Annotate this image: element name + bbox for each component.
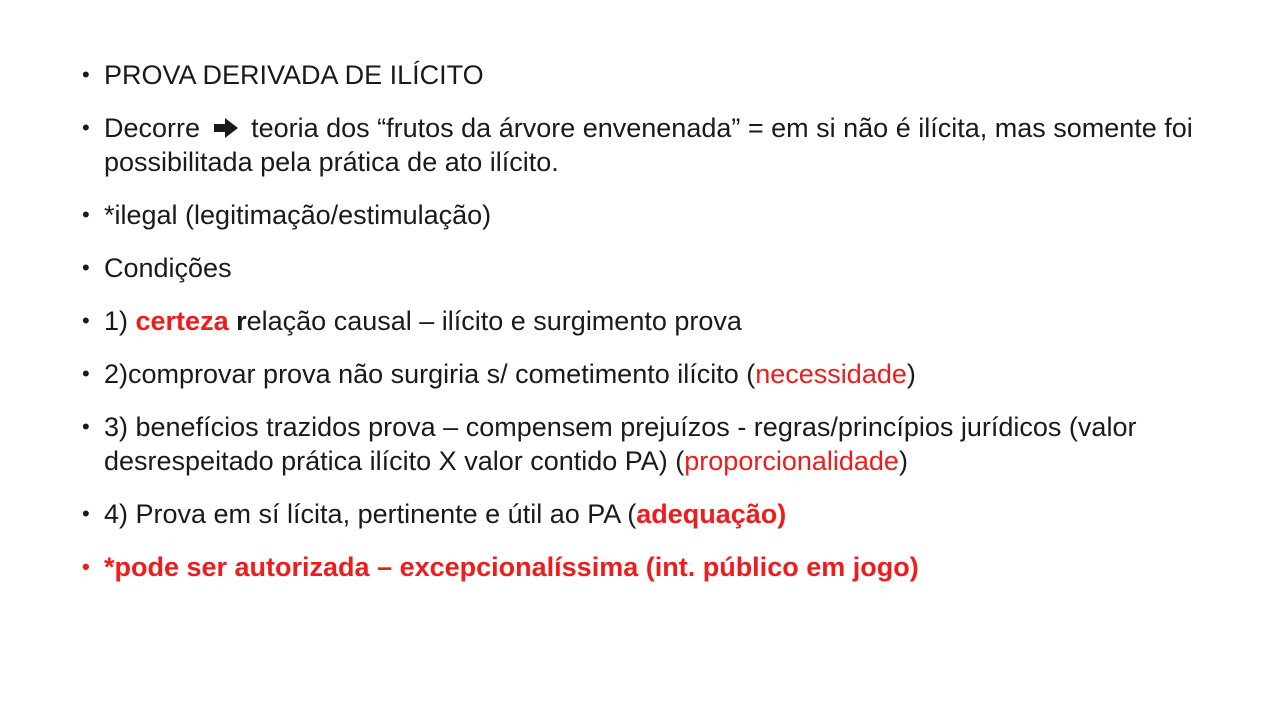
bullet-text-end: teoria dos “frutos da árvore envenenada” = em si não é ilícita, mas somente foi possibilitada pela prática de ato ilícito. — [104, 113, 1193, 177]
bullet-text-prefix: 1) — [104, 306, 136, 336]
bullet-dot: • — [82, 115, 90, 140]
bullet-condicao-1 — [82, 304, 1242, 338]
bullet-text-before: 2)comprovar prova não surgiria s/ cometimento ilícito ( — [104, 359, 756, 389]
bullet-dot: • — [82, 414, 90, 439]
bullet-text-after: ) — [898, 446, 908, 476]
bullet-dot: • — [82, 255, 90, 280]
right-arrow-icon — [212, 117, 240, 139]
bullet-dot: • — [82, 308, 90, 333]
bullet-text-after: ) — [906, 359, 916, 389]
bullet-text: Condições — [104, 253, 232, 283]
highlight-proporcionalidade: proporcionalidade — [684, 446, 899, 476]
bullet-dot: • — [82, 554, 90, 579]
bullet-prova-derivada — [82, 58, 1242, 92]
bullet-text-start: Decorre — [104, 113, 201, 143]
bullet-decorre — [82, 111, 1242, 179]
bullet-condicao-3 — [82, 410, 1242, 478]
bullet-dot: • — [82, 501, 90, 526]
highlight-certeza: certeza — [135, 306, 229, 336]
bullet-text-rest: elação causal – ilícito e surgimento prova — [246, 306, 742, 336]
highlight-necessidade: necessidade — [755, 359, 907, 389]
bullet-text: PROVA DERIVADA DE ILÍCITO — [104, 60, 484, 90]
bullet-condicoes — [82, 251, 1242, 285]
bullet-text: *pode ser autorizada – excepcionalíssima (int. público em jogo) — [104, 552, 919, 582]
bullet-condicao-4 — [82, 497, 1242, 531]
bullet-ilegal — [82, 198, 1242, 232]
bullet-text-before: 4) Prova em sí lícita, pertinente e útil ao PA ( — [104, 499, 637, 529]
bullet-dot: • — [82, 202, 90, 227]
bullet-text: *ilegal (legitimação/estimulação) — [104, 200, 492, 230]
bullet-text-main: 3) benefícios trazidos prova – compensem prejuízos - regras/princípios jurídicos (valor desrespeitado prática ilícito X valor contido PA) ( — [104, 412, 1137, 476]
bold-letter-r: r — [236, 306, 247, 336]
bullet-dot: • — [82, 361, 90, 386]
bullet-list — [82, 58, 1242, 603]
highlight-adequacao: adequação) — [636, 499, 787, 529]
bullet-dot: • — [82, 62, 90, 87]
bullet-condicao-2 — [82, 357, 1242, 391]
bullet-pode-ser-autorizada — [82, 550, 1242, 584]
